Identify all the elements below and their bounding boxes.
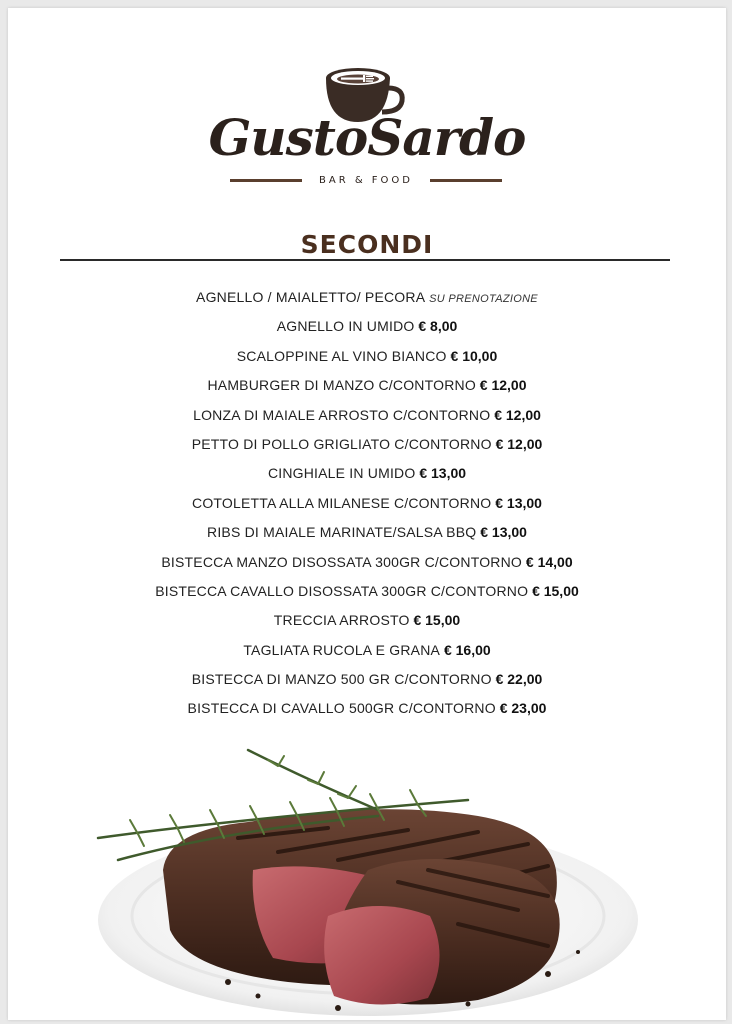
menu-item-name: TAGLIATA RUCOLA E GRANA <box>243 641 441 658</box>
menu-item-price: € 15,00 <box>413 612 461 629</box>
tagline-left-line <box>230 179 302 182</box>
menu-item-name: COTOLETTA ALLA MILANESE C/CONTORNO <box>192 494 492 511</box>
menu-item-price: € 14,00 <box>525 553 573 570</box>
menu-item <box>8 374 726 403</box>
menu-item <box>8 492 726 521</box>
menu-item-name: LONZA DI MAIALE ARROSTO C/CONTORNO <box>193 406 491 423</box>
tagline-row <box>230 174 502 186</box>
logo <box>8 58 726 198</box>
menu-item-name: CINGHIALE IN UMIDO <box>267 465 416 482</box>
menu-item <box>8 639 726 668</box>
brand-name: GustoSardo <box>208 108 526 167</box>
menu-item-price: € 13,00 <box>480 524 527 541</box>
menu-item <box>8 315 726 344</box>
menu-item <box>8 551 726 580</box>
menu-item <box>8 668 726 697</box>
menu-item-name: SCALOPPINE AL VINO BIANCO <box>236 347 447 364</box>
menu-item-price: € 12,00 <box>495 435 543 452</box>
menu-item <box>8 286 726 315</box>
menu-item-price: € 16,00 <box>443 641 491 658</box>
menu-list <box>8 286 726 727</box>
menu-item <box>8 462 726 491</box>
menu-item <box>8 433 726 462</box>
steak-plate-image <box>78 720 658 1020</box>
menu-item-name: AGNELLO IN UMIDO <box>276 318 415 335</box>
menu-item-note: SU PRENOTAZIONE <box>429 293 538 305</box>
menu-item <box>8 345 726 374</box>
menu-item-name: HAMBURGER DI MANZO C/CONTORNO <box>207 377 476 394</box>
menu-item-name: BISTECCA CAVALLO DISOSSATA 300GR C/CONTORNO <box>155 582 529 599</box>
menu-item-name: BISTECCA DI CAVALLO 500GR C/CONTORNO <box>187 700 496 717</box>
section-title: SECONDI <box>300 230 434 259</box>
menu-item-price: € 13,00 <box>495 494 542 511</box>
menu-item-name: BISTECCA MANZO DISOSSATA 300GR C/CONTORNO <box>161 553 522 570</box>
menu-item-price: € 23,00 <box>499 700 547 717</box>
menu-page <box>8 8 726 1020</box>
menu-item-name: RIBS DI MAIALE MARINATE/SALSA BBQ <box>207 524 477 541</box>
menu-item-price: € 10,00 <box>450 347 498 364</box>
brand-tagline: BAR & FOOD <box>319 174 413 186</box>
menu-item-name: TRECCIA ARROSTO <box>273 612 410 629</box>
menu-item-price: € 15,00 <box>532 582 579 599</box>
tagline-right-line <box>430 179 502 182</box>
menu-item-name: AGNELLO / MAIALETTO/ PECORA <box>196 289 426 305</box>
section-divider <box>60 259 670 261</box>
menu-item <box>8 521 726 550</box>
menu-item <box>8 404 726 433</box>
menu-item <box>8 580 726 609</box>
menu-item-price: € 12,00 <box>479 377 527 394</box>
menu-item-name: BISTECCA DI MANZO 500 GR C/CONTORNO <box>191 671 492 688</box>
menu-item-name: PETTO DI POLLO GRIGLIATO C/CONTORNO <box>191 435 492 452</box>
menu-item-price: € 8,00 <box>418 318 458 335</box>
menu-item <box>8 609 726 638</box>
menu-item-price: € 12,00 <box>494 406 541 423</box>
menu-item-price: € 22,00 <box>495 671 543 688</box>
menu-item-price: € 13,00 <box>419 465 467 482</box>
